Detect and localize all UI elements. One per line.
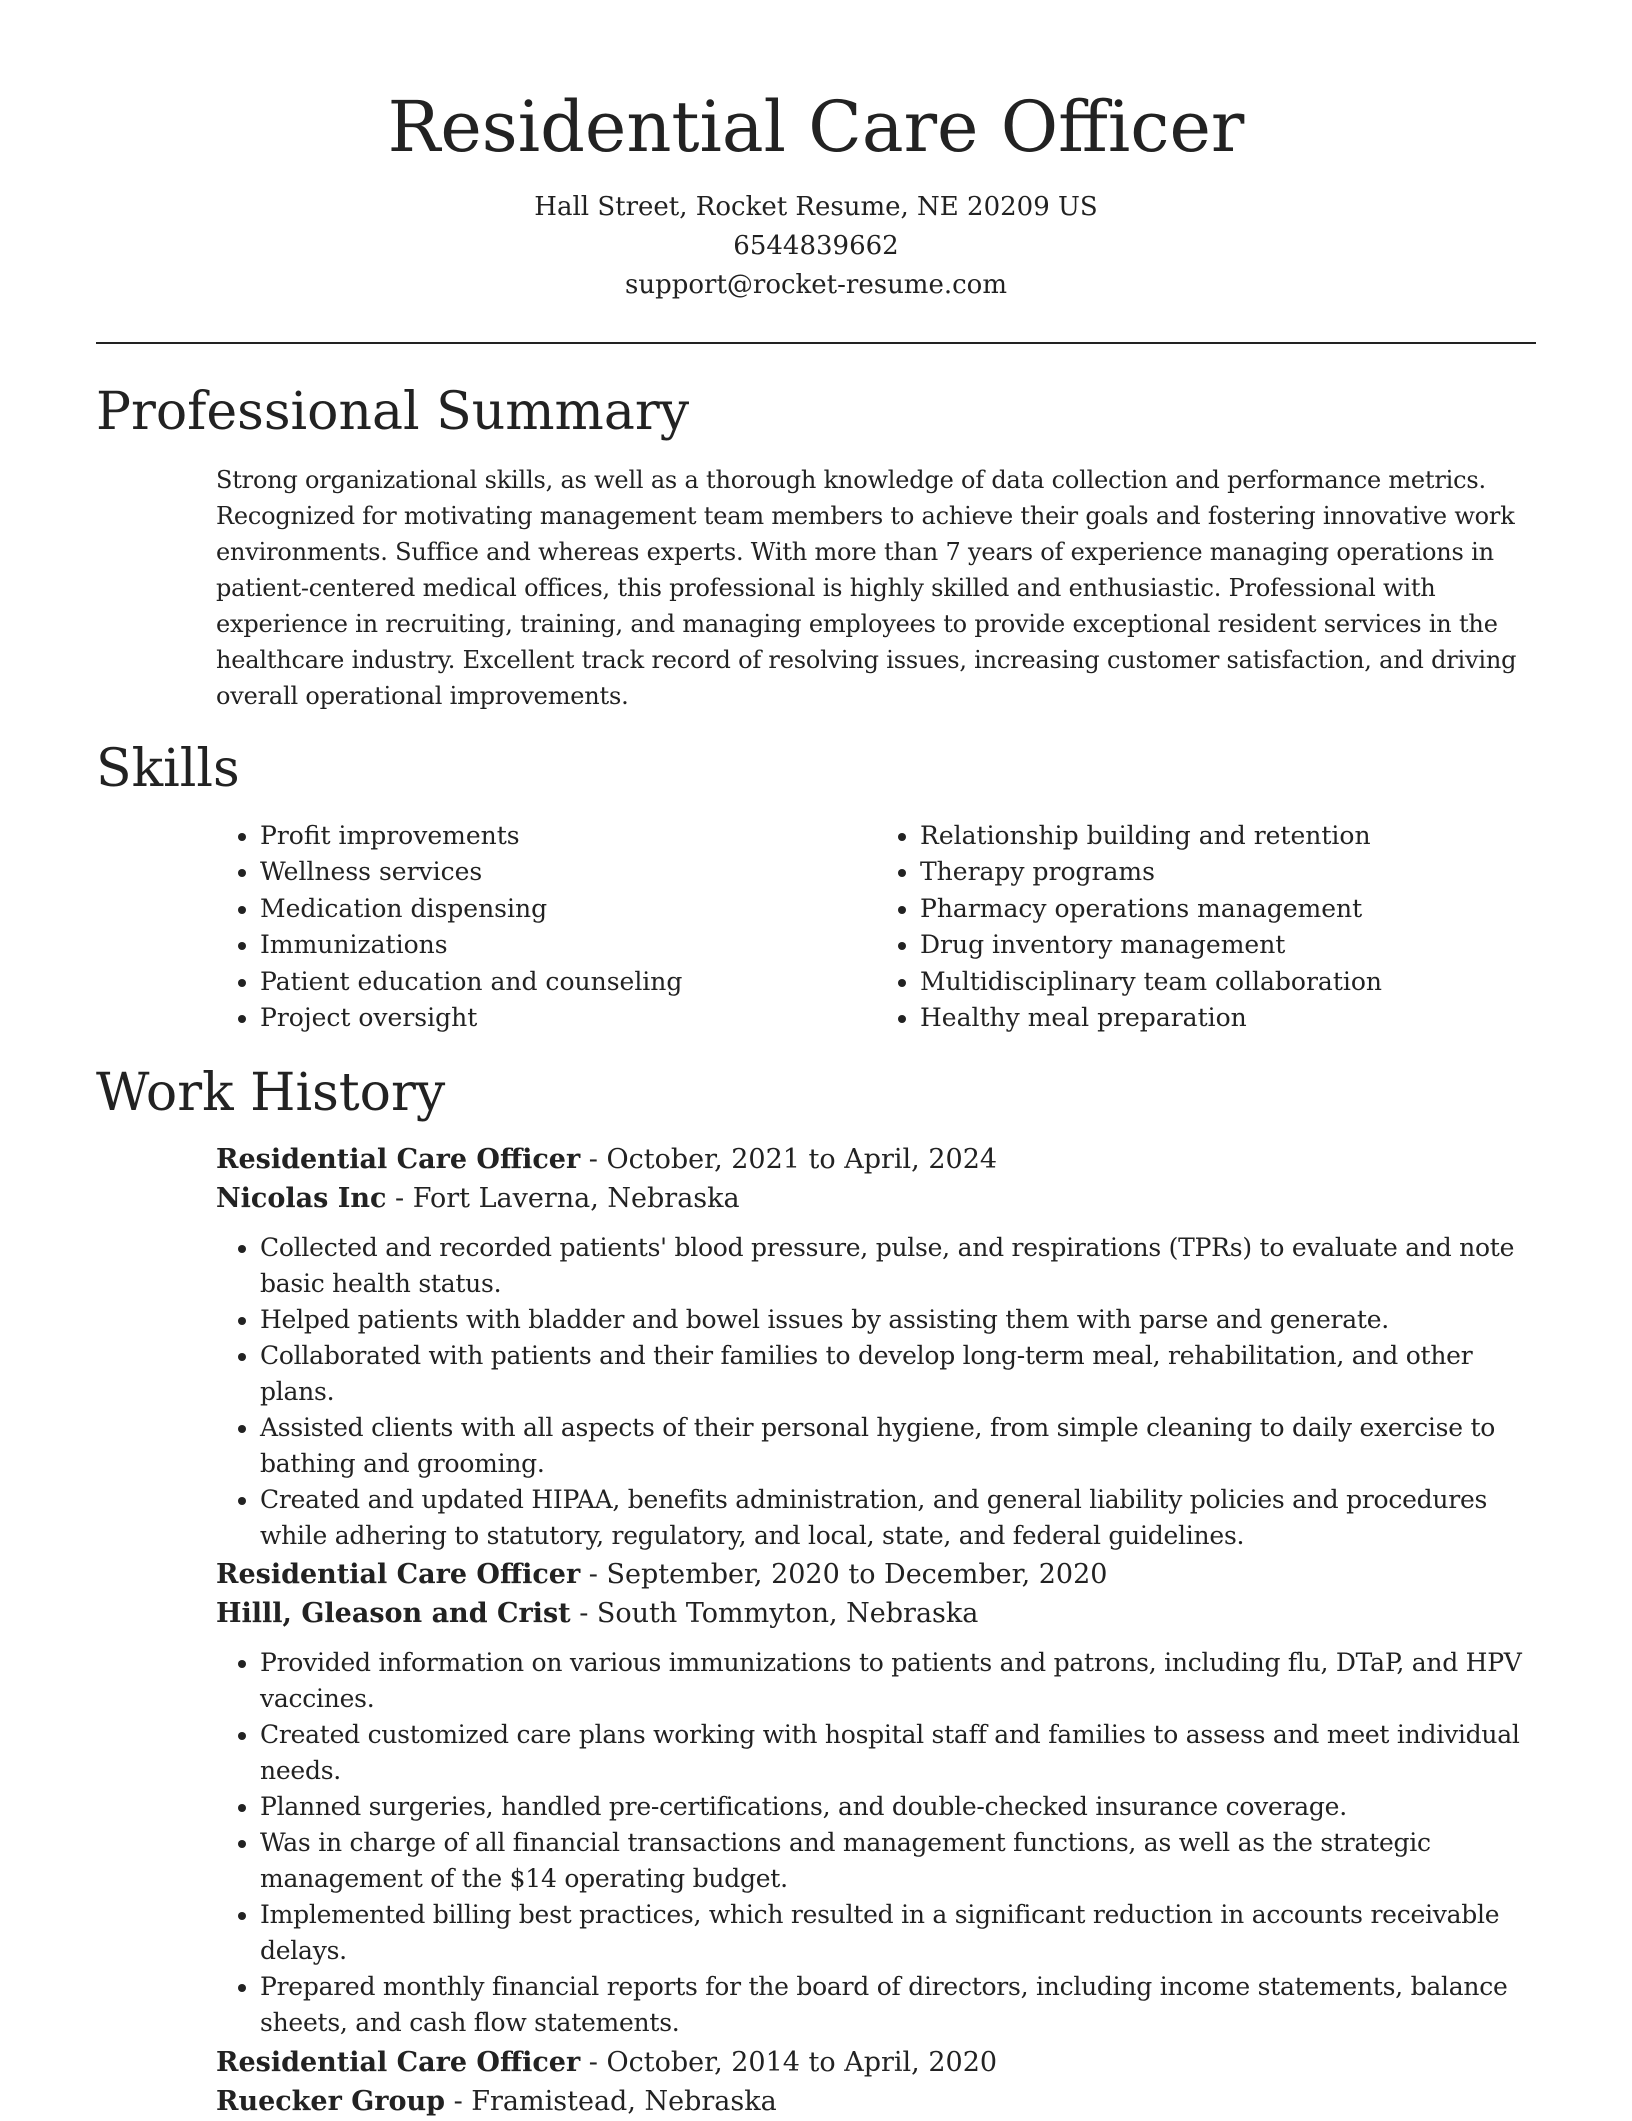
job-location: - Fort Laverna, Nebraska [386, 1183, 740, 1214]
job-company-line [216, 2082, 1536, 2121]
summary-text: Strong organizational skills, as well as a thorough knowledge of data collection and performance metrics. Recognized for motivating management team members to achieve their goals and fostering innovative work environments. Suffice and whereas experts. With more than 7 years of experience managing operations in patient-centered medical offices, this professional is highly skilled and enthusiastic. Professional with experience in recruiting, training, and managing employees to provide exceptional resident services in the healthcare industry. Excellent track record of resolving issues, increasing customer satisfaction, and driving overall operational improvements. [216, 466, 1517, 710]
skills-column-left [216, 818, 876, 1036]
job-entry [216, 1555, 1536, 2041]
skills-column-right [876, 818, 1536, 1036]
job-title-line [216, 1555, 1536, 1594]
job-duties [216, 1645, 1536, 2041]
job-company-line [216, 1594, 1536, 1633]
email-address: support@rocket-resume.com [624, 270, 1007, 300]
job-title-line [216, 1140, 1536, 1179]
duty-item: • Prepared monthly financial reports for the board of directors, including income statements, balance sheets, and cash flow statements. [260, 1969, 1536, 2041]
job-dates: - October, 2014 to April, 2020 [580, 2047, 998, 2078]
skill-item: • Immunizations [260, 927, 876, 963]
job-company: Ruecker Group [216, 2086, 445, 2117]
job-dates: - October, 2021 to April, 2024 [580, 1144, 998, 1175]
duty-item: • Collected and recorded patients' blood pressure, pulse, and respirations (TPRs) to evaluate and note basic health status. [260, 1230, 1536, 1302]
duty-item: • Provided information on various immunizations to patients and patrons, including flu, DTaP, and HPV vaccines. [260, 1645, 1536, 1717]
contact-info [0, 188, 1632, 305]
job-company: Nicolas Inc [216, 1183, 387, 1214]
skill-item: • Pharmacy operations management [920, 891, 1536, 927]
skill-item: • Wellness services [260, 854, 876, 890]
job-entry [216, 2043, 1536, 2121]
job-role: Residential Care Officer [216, 1144, 581, 1175]
job-company: Hilll, Gleason and Crist [216, 1598, 571, 1629]
skills-heading: Skills [96, 739, 240, 799]
skill-item: • Project oversight [260, 1000, 876, 1036]
skill-item: • Healthy meal preparation [920, 1000, 1536, 1036]
skill-item: • Patient education and counseling [260, 964, 876, 1000]
address: Hall Street, Rocket Resume, NE 20209 US [534, 192, 1098, 222]
duty-item: • Implemented billing best practices, which resulted in a significant reduction in accounts receivable delays. [260, 1897, 1536, 1969]
duty-item: • Assisted clients with all aspects of their personal hygiene, from simple cleaning to daily exercise to bathing and grooming. [260, 1410, 1536, 1482]
skill-item: • Multidisciplinary team collaboration [920, 964, 1536, 1000]
skill-item: • Relationship building and retention [920, 818, 1536, 854]
summary-heading: Professional Summary [96, 382, 690, 442]
job-location: - South Tommyton, Nebraska [570, 1598, 979, 1629]
job-entry [216, 1140, 1536, 1554]
job-company-line [216, 1179, 1536, 1218]
skill-item: • Profit improvements [260, 818, 876, 854]
job-location: - Framistead, Nebraska [445, 2086, 777, 2117]
phone-number: 6544839662 [733, 231, 899, 261]
duty-item: • Was in charge of all financial transactions and management functions, as well as the strategic management of the $14 operating budget. [260, 1825, 1536, 1897]
candidate-name: Residential Care Officer [387, 86, 1245, 168]
duty-item: • Created customized care plans working with hospital staff and families to assess and meet individual needs. [260, 1717, 1536, 1789]
job-title-line [216, 2043, 1536, 2082]
skill-item: • Therapy programs [920, 854, 1536, 890]
job-duties [216, 1230, 1536, 1554]
job-dates: - September, 2020 to December, 2020 [580, 1559, 1108, 1590]
skill-item: • Drug inventory management [920, 927, 1536, 963]
duty-item: • Helped patients with bladder and bowel issues by assisting them with parse and generate. [260, 1302, 1536, 1338]
header-divider [96, 342, 1536, 344]
work-history-heading: Work History [96, 1063, 446, 1123]
job-role: Residential Care Officer [216, 2047, 581, 2078]
duty-item: • Collaborated with patients and their families to develop long-term meal, rehabilitation, and other plans. [260, 1338, 1536, 1410]
skills-list [216, 818, 1536, 1036]
duty-item: • Planned surgeries, handled pre-certifications, and double-checked insurance coverage. [260, 1789, 1536, 1825]
job-role: Residential Care Officer [216, 1559, 581, 1590]
resume-header [0, 0, 1632, 305]
duty-item: • Created and updated HIPAA, benefits administration, and general liability policies and procedures while adhering to statutory, regulatory, and local, state, and federal guidelines. [260, 1482, 1536, 1554]
skill-item: • Medication dispensing [260, 891, 876, 927]
